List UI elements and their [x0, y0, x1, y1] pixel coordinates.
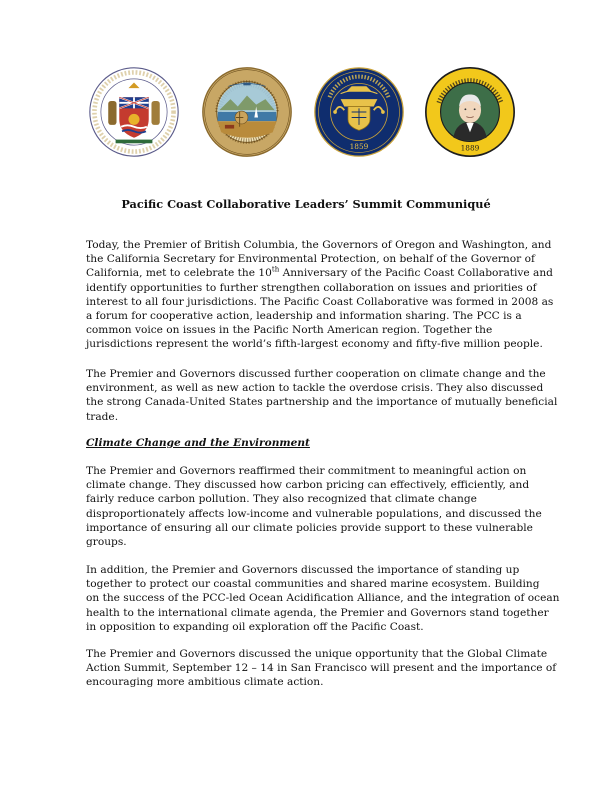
text-line: the California Secretary for Environmental Protection, on behalf of the Governor of: [86, 253, 535, 266]
text-line: The Premier and Governors reaffirmed their commitment to meaningful action on: [86, 465, 527, 477]
text-line: climate change. They discussed how carbon pricing can effectively, efficiently, and: [86, 479, 530, 492]
section-heading: Climate Change and the Environment: [86, 437, 310, 449]
bc-seal-icon: [88, 66, 180, 158]
text-fragment: California, met to celebrate the 10: [86, 267, 272, 280]
california-seal-icon: [201, 66, 293, 158]
paragraph-summit: [86, 647, 557, 690]
text-line: jurisdictions represent the world’s fifth-largest economy and fifty-five million people.: [86, 338, 543, 351]
text-line: fairly reduce carbon pollution. They also recognized that climate change: [86, 493, 477, 506]
paragraph-cooperation: [86, 367, 558, 424]
text-line: trade.: [86, 410, 119, 423]
text-line: environment, as well as new action to tackle the overdose crisis. They also discussed: [86, 382, 544, 395]
page-title: Pacific Coast Collaborative Leaders’ Summit Communiqué: [121, 197, 491, 211]
text-line: In addition, the Premier and Governors discussed the importance of standing up: [86, 564, 520, 576]
text-line: interest to all four jurisdictions. The Pacific Coast Collaborative was formed in 2008 as: [86, 295, 554, 308]
text-line: encouraging more ambitious climate action.: [86, 676, 324, 689]
text-line: [86, 265, 553, 280]
text-line: on the success of the PCC-led Ocean Acidification Alliance, and the integration of ocean: [86, 592, 560, 605]
paragraph-coastal: [86, 563, 560, 634]
washington-seal-icon: [424, 66, 516, 158]
text-line: health to the international climate agenda, the Premier and Governors stand together: [86, 606, 549, 619]
text-line: disproportionately affects low-income and vulnerable populations, and discussed the: [86, 507, 542, 520]
oregon-seal-icon: [313, 66, 405, 158]
text-line: The Premier and Governors discussed the unique opportunity that the Global Climate: [86, 648, 548, 660]
svg-text:1859: 1859: [349, 141, 369, 151]
text-line: Today, the Premier of British Columbia, the Governors of Oregon and Washington, and: [86, 239, 552, 251]
text-line: in opposition to expanding oil exploration off the Pacific Coast.: [86, 620, 424, 633]
text-line: The Premier and Governors discussed further cooperation on climate change and the: [86, 368, 546, 380]
text-line: importance of ensuring all our climate policies provide support to these vulnerable: [86, 521, 533, 534]
text-line: Action Summit, September 12 – 14 in San Francisco will present and the importance of: [86, 662, 557, 675]
text-line: the strong Canada-United States partnership and the importance of mutually beneficial: [86, 396, 558, 409]
text-line: common voice on issues in the Pacific North American region. Together the: [86, 324, 493, 337]
seals-row: [88, 66, 528, 166]
text-line: identify opportunities to further strengthen collaboration on issues and priorities of: [86, 281, 537, 294]
text-fragment: Anniversary of the Pacific Coast Collaborative and: [279, 267, 553, 280]
text-line: groups.: [86, 536, 127, 549]
paragraph-intro: [86, 238, 554, 352]
svg-text:1889: 1889: [460, 143, 480, 153]
paragraph-commitment: [86, 464, 542, 549]
text-line: a forum for cooperative action, leadership and information sharing. The PCC is a: [86, 310, 522, 323]
text-line: together to protect our coastal communities and shared marine ecosystem. Building: [86, 578, 540, 591]
ordinal-superscript: th: [271, 265, 280, 274]
